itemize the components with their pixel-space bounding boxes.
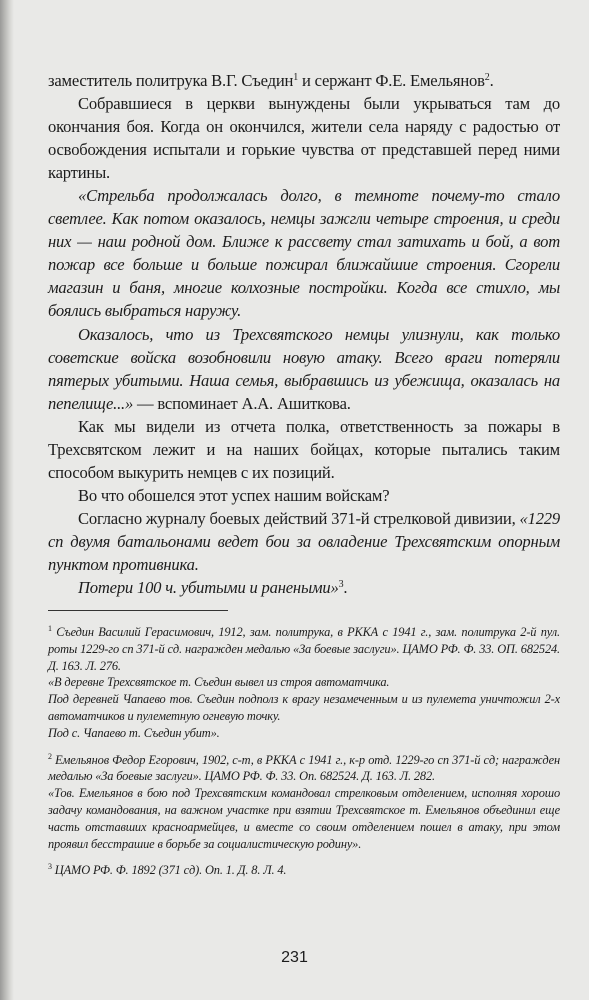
- quote-text: Оказалось, что из Трехсвятского немцы улизнули, как только советские войска возобновили новую атаку. Всего враги потеряли пятерых убитыми. Наша семья, выбравшись из убежища, оказалась на пепелище...»: [48, 324, 560, 413]
- paragraph: [48, 507, 560, 576]
- paragraph: [48, 69, 560, 92]
- page-gutter-shadow: [0, 0, 14, 1000]
- footnote-quote: [48, 785, 560, 852]
- text-run: .: [489, 71, 494, 90]
- footnote-text: «В деревне Трехсвятское т. Съедин вывел из строя автоматчика.: [48, 675, 390, 690]
- footnote-divider: [48, 610, 228, 611]
- text-run: .: [343, 578, 348, 598]
- footnotes: [48, 624, 560, 879]
- footnote-ref-3: 3: [338, 579, 344, 591]
- footnote-number: 2: [48, 751, 52, 761]
- text-run: Согласно журналу боевых действий 371-й стрелковой дивизии,: [78, 508, 520, 528]
- text-run: — вспоминает А.А. Ашиткова.: [133, 393, 351, 413]
- footnote-text: Под с. Чапаево т. Съедин убит».: [48, 725, 220, 740]
- paragraph: Во что обошелся этот успех нашим войскам?: [78, 485, 390, 505]
- quote-paragraph: [48, 576, 560, 599]
- footnote-text: Съедин Василий Герасимович, 1912, зам. политрука, в РККА с 1941 г., зам. политрука 2-й пул. роты 1229-го сп 371-й сд. награжден медалью «За боевые заслуги». ЦАМО РФ. Ф. 33. ОП. 682524. Д. 163. Л. 276.: [48, 625, 560, 673]
- footnote-quote: [48, 725, 560, 742]
- footnote-text: Под деревней Чапаево тов. Съедин подполз к врагу незамеченным и из пулемета уничтожил 2-х автоматчиков и пулеметную огневую точку.: [48, 692, 560, 723]
- footnote-text: ЦАМО РФ. Ф. 1892 (371 сд). Оп. 1. Д. 8. Л. 4.: [51, 863, 287, 878]
- quote-paragraph: [48, 323, 560, 415]
- quote-paragraph: [48, 184, 560, 322]
- quote-text: «1229 сп двумя батальонами ведет бои за овладение Трехсвятским опорным пунктом противника.: [48, 508, 560, 574]
- footnote-ref-1: 1: [293, 72, 299, 83]
- footnote-2: [48, 752, 560, 786]
- footnote-text: «Тов. Емельянов в бою под Трехсвятским командовал стрелковым отделением, исполняя хорошо задачу командования, на важном участке при взятии Трехсвятское т. Емельянов объединил еще часть отставших красноармейцев, и вместе со своим отделением пошел в атаку, при этом проявил бесстрашие в борьбе за социалистическую родину».: [48, 786, 560, 851]
- footnote-3: [48, 862, 560, 879]
- quote-text: «Стрельба продолжалась долго, в темноте почему-то стало светлее. Как потом оказалось, немцы зажгли четыре строения, и среди них — наш родной дом. Ближе к рассвету стал затихать и бой, а вот пожар все больше и больше пожирал ближайшие строения. Сгорели магазин и баня, многие колхозные постройки. Когда все стихло, мы боялись выбраться наружу.: [48, 186, 560, 321]
- quote-text: Потери 100 ч. убитыми и ранеными»: [78, 578, 339, 598]
- footnote-quote: [48, 691, 560, 725]
- main-text: [48, 69, 560, 599]
- text-run: заместитель политрука В.Г. Съедин: [48, 71, 294, 90]
- footnote-number: 3: [48, 862, 52, 872]
- footnote-ref-2: 2: [484, 72, 490, 83]
- footnote-text: Емельянов Федор Егорович, 1902, с-т, в РККА с 1941 г., к-р отд. 1229-го сп 371-й сд; награжден медалью «За боевые заслуги». ЦАМО РФ. Ф. 33. Оп. 682524. Д. 163. Л. 282.: [48, 752, 560, 784]
- footnote-number: 1: [48, 624, 52, 633]
- page-number: 231: [281, 949, 308, 966]
- footnote-quote: [48, 674, 560, 691]
- paragraph: Как мы видели из отчета полка, ответственность за пожары в Трехсвятском лежит и на наших бойцах, которые пытались таким способом выкурить немцев с их позиций.: [48, 416, 560, 482]
- paragraph: Собравшиеся в церкви вынуждены были укрываться там до окончания боя. Когда он окончился, жители села наряду с радостью от освобождения испытали и горькие чувства от представшей перед ними картины.: [48, 94, 560, 183]
- footnote-1: [48, 624, 560, 674]
- text-run: и сержант Ф.Е. Емельянов: [298, 71, 485, 90]
